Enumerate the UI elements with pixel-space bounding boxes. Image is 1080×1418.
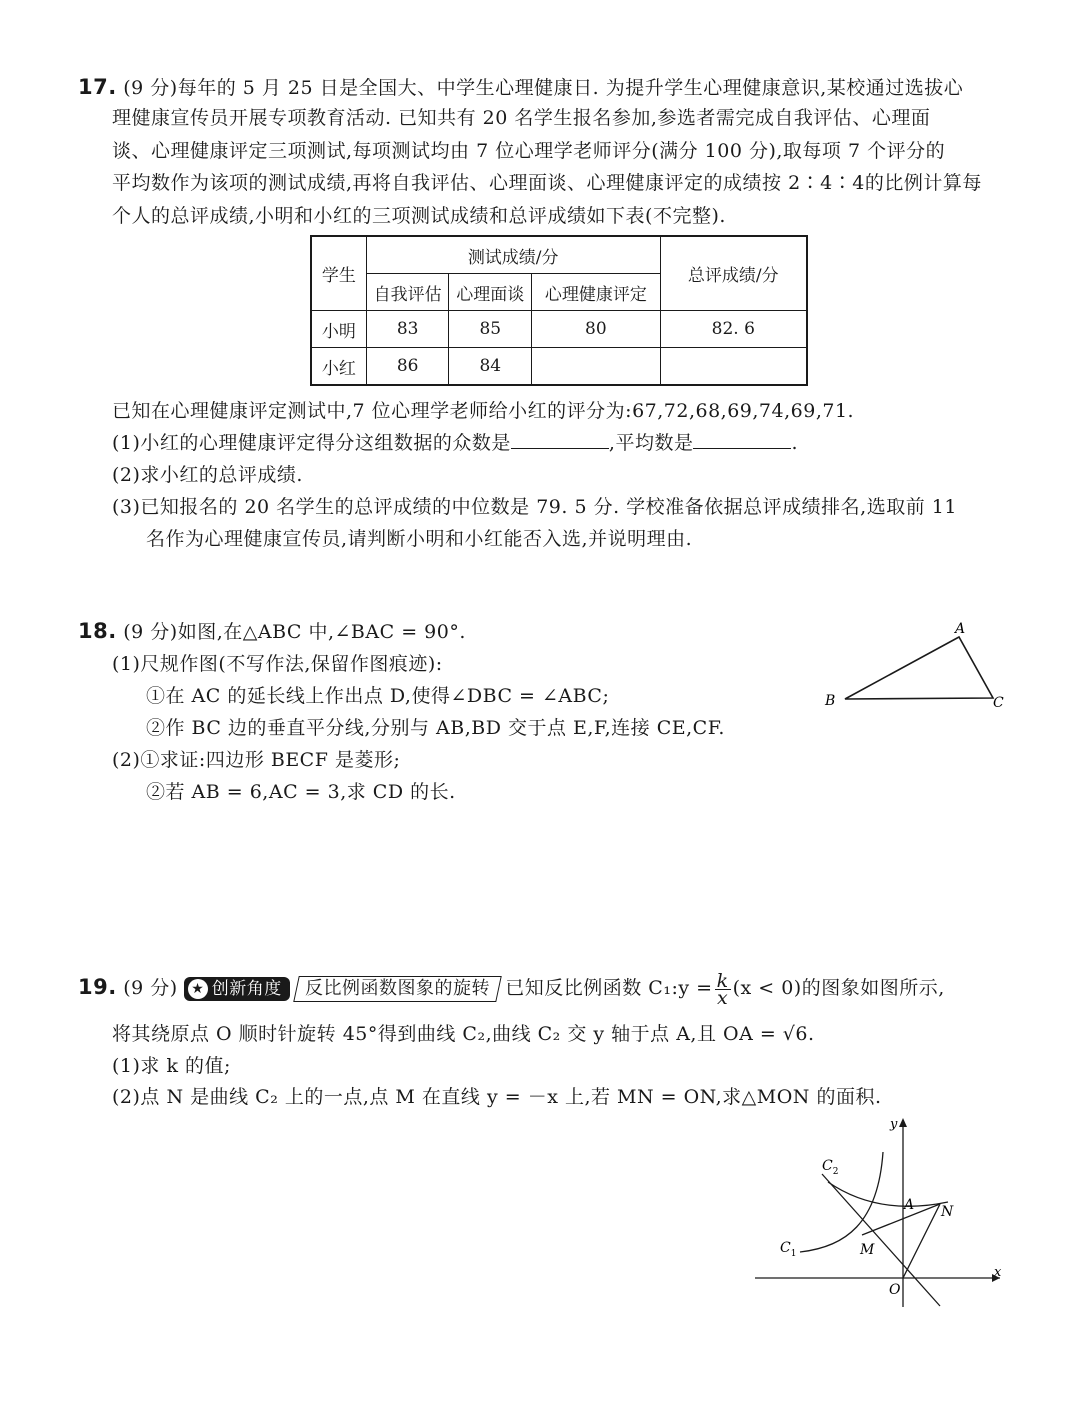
table-row: [311, 311, 807, 348]
label-b: B: [825, 693, 836, 709]
segment-on: [903, 1204, 940, 1278]
score-table: [310, 235, 808, 386]
table-cell: 82. 6: [660, 311, 807, 348]
label-a: A: [955, 621, 966, 637]
y-axis-arrow-icon: [899, 1118, 907, 1127]
question-score: (9 分): [123, 977, 178, 999]
topic-tag: [293, 976, 502, 1002]
curve-c2: [828, 1182, 948, 1206]
part-2-text: (2)求小红的总评成绩.: [112, 464, 303, 486]
triangle-figure: [815, 615, 1015, 715]
table-cell: 84: [449, 348, 532, 386]
question-text-line: ②作 BC 边的垂直平分线,分别与 AB,BD 交于点 E,F,连接 CE,CF.: [146, 717, 725, 739]
label-y: y: [890, 1117, 898, 1132]
label-n: N: [941, 1204, 954, 1220]
table-cell: 86: [366, 348, 449, 386]
question-number: 17.: [78, 75, 117, 99]
label-o: O: [889, 1282, 901, 1298]
part-1-text: (1)求 k 的值;: [112, 1055, 231, 1077]
question-text-line: 将其绕原点 O 顺时针旋转 45°得到曲线 C₂,曲线 C₂ 交 y 轴于点 A,且 OA = √6.: [112, 1023, 815, 1045]
label-c1-subscript: 1: [790, 1249, 797, 1259]
question-text-line: 理健康宣传员开展专项教育活动. 已知共有 20 名学生报名参加,参选者需完成自我评估、心理面: [112, 107, 931, 129]
question-text-line: (9 分)如图,在△ABC 中,∠BAC = 90°.: [123, 621, 466, 643]
label-a: A: [904, 1197, 915, 1213]
fraction-k-over-x: [715, 969, 731, 1009]
question-text-line: ①在 AC 的延长线上作出点 D,使得∠DBC = ∠ABC;: [146, 685, 610, 707]
question-text-line: ②若 AB = 6,AC = 3,求 CD 的长.: [146, 781, 456, 803]
part-1-text: ,平均数是: [608, 432, 694, 454]
hyperbola-figure: [750, 1112, 1010, 1312]
table-subheader: 心理面谈: [449, 274, 532, 311]
question-text: (x < 0)的图象如图所示,: [732, 977, 945, 999]
label-c1-letter: C: [780, 1240, 791, 1256]
part-2-text: (2)点 N 是曲线 C₂ 上的一点,点 M 在直线 y = －x 上,若 MN = ON,求△MON 的面积.: [112, 1086, 882, 1108]
star-icon: ★: [188, 979, 208, 999]
table-cell: 80: [532, 311, 660, 348]
question-text-line: 平均数作为该项的测试成绩,再将自我评估、心理面谈、心理健康评定的成绩按 2∶4∶4的比例计算每: [112, 172, 982, 194]
given-data: 已知在心理健康评定测试中,7 位心理学老师给小红的评分为:67,72,68,69,74,69,71.: [112, 400, 855, 422]
answer-blank-mode[interactable]: [511, 430, 609, 449]
question-number: 18.: [78, 619, 117, 643]
label-x: x: [994, 1265, 1002, 1280]
fraction-denominator: x: [716, 986, 729, 1009]
fraction-numerator: k: [716, 969, 729, 992]
table-cell: [660, 348, 807, 386]
table-cell: 小明: [311, 311, 366, 348]
table-cell: 85: [449, 311, 532, 348]
label-c: C: [993, 695, 1004, 711]
part-3-text: 名作为心理健康宣传员,请判断小明和小红能否入选,并说明理由.: [146, 528, 693, 550]
table-row: [311, 348, 807, 386]
question-text-line: 个人的总评成绩,小明和小红的三项测试成绩和总评成绩如下表(不完整).: [112, 205, 726, 227]
part-3-text: (3)已知报名的 20 名学生的总评成绩的中位数是 79. 5 分. 学校准备依据总评成绩排名,选取前 11: [112, 496, 957, 518]
question-number: 19.: [78, 975, 117, 999]
table-subheader: 心理健康评定: [532, 274, 660, 311]
part-1-period: .: [791, 432, 799, 454]
innovation-badge: [184, 977, 290, 1001]
label-c2-subscript: 2: [832, 1167, 839, 1177]
question-text-line: (2)①求证:四边形 BECF 是菱形;: [112, 749, 401, 771]
table-cell: 83: [366, 311, 449, 348]
part-1-text: (1)小红的心理健康评定得分这组数据的众数是: [112, 432, 511, 454]
table-header-test: 测试成绩/分: [366, 236, 660, 274]
topic-tag-label: 反比例函数图象的旋转: [304, 978, 490, 999]
segment-mn: [862, 1204, 940, 1235]
question-text-line: 谈、心理健康评定三项测试,每项测试均由 7 位心理学老师评分(满分 100 分),取每项 7 个评分的: [112, 140, 946, 162]
label-c2: [822, 1158, 838, 1177]
table-cell: 小红: [311, 348, 366, 386]
badge-label: 创新角度: [211, 979, 282, 999]
table-header-student: 学生: [311, 236, 366, 311]
answer-blank-mean[interactable]: [693, 430, 791, 449]
table-header-total: 总评成绩/分: [660, 236, 807, 311]
label-c1: [780, 1240, 796, 1259]
triangle-abc: [845, 637, 993, 699]
label-m: M: [860, 1242, 875, 1258]
table-cell: [532, 348, 660, 386]
question-text: 已知反比例函数 C₁:y =: [505, 977, 713, 999]
question-text-line: (1)尺规作图(不写作法,保留作图痕迹):: [112, 653, 443, 675]
question-text-line: (9 分)每年的 5 月 25 日是全国大、中学生心理健康日. 为提升学生心理健康意识,某校通过选拔心: [123, 77, 964, 99]
label-c2-letter: C: [822, 1158, 833, 1174]
table-subheader: 自我评估: [366, 274, 449, 311]
